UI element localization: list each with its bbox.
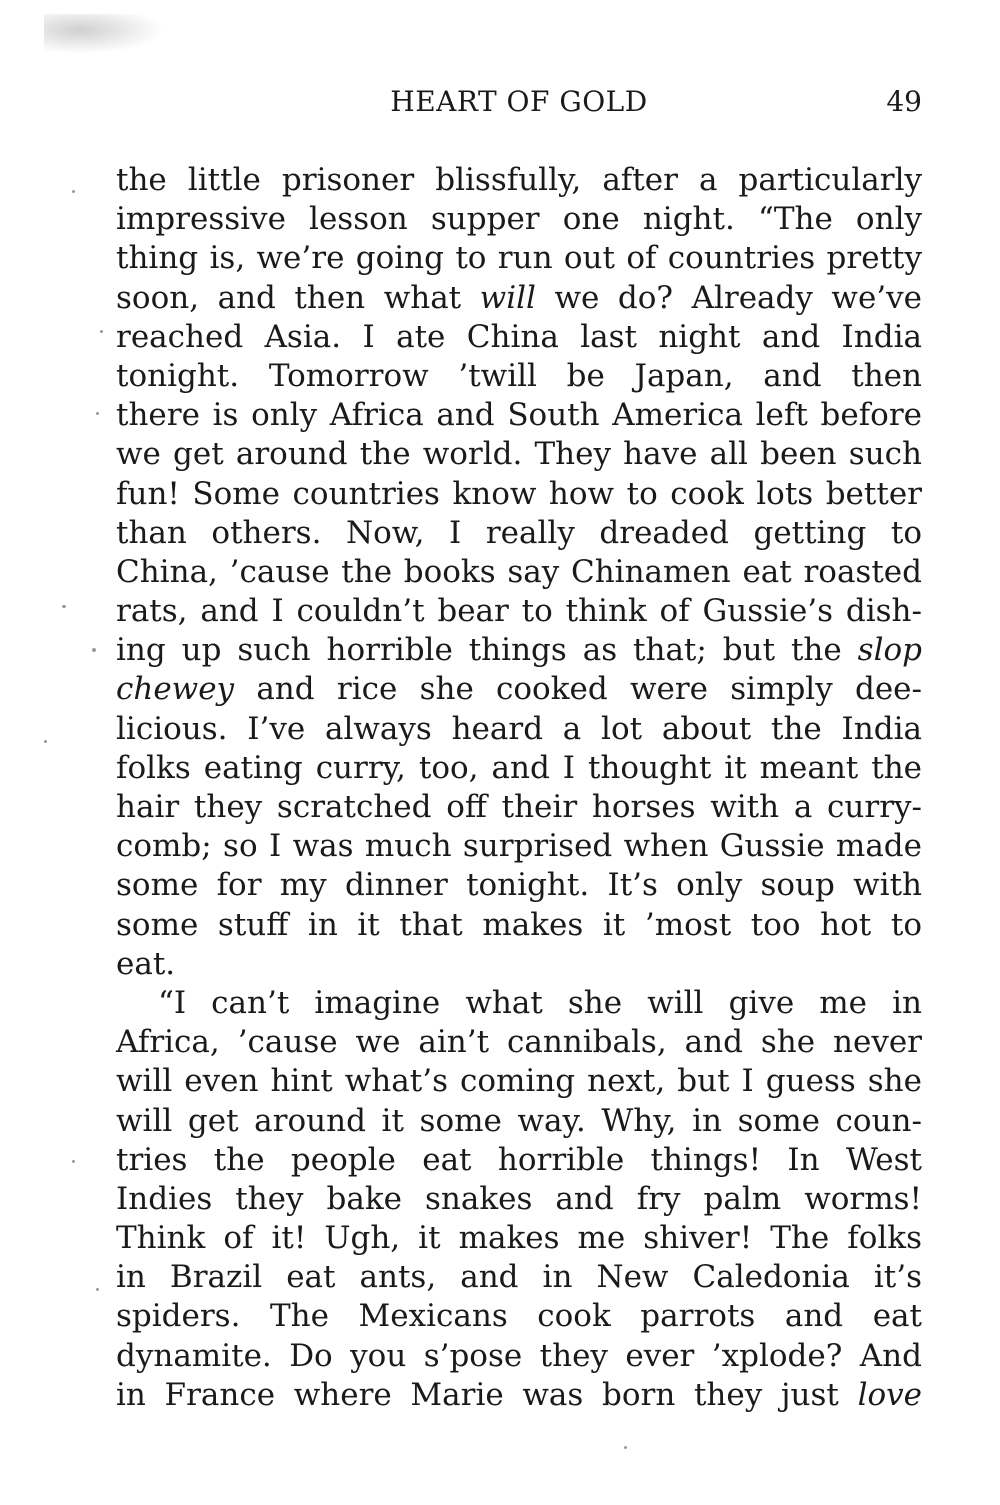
print-speck: [96, 1288, 99, 1291]
text-segment: reached Asia. I ate China last night and India: [116, 318, 922, 355]
text-segment: spiders. The Mexicans cook parrots and eat: [116, 1298, 922, 1335]
text-line: [116, 1141, 922, 1180]
text-segment: will even hint what’s coming next, but I guess she: [116, 1063, 922, 1100]
text-line: [116, 670, 922, 709]
text-segment: Africa, ’cause we ain’t cannibals, and she never: [116, 1024, 922, 1061]
text-segment: eat.: [116, 945, 176, 982]
text-segment: China, ’cause the books say Chinamen eat roasted: [116, 553, 922, 590]
text-segment: some stuff in it that makes it ’most too hot to: [116, 906, 922, 943]
italic-segment: will: [479, 279, 536, 316]
text-line: [116, 631, 922, 670]
body-text: [116, 161, 922, 1415]
italic-segment: love: [857, 1376, 922, 1413]
text-line: [116, 1337, 922, 1376]
text-segment: Think of it! Ugh, it makes me shiver! The folks: [116, 1220, 922, 1257]
page-number: 49: [886, 85, 922, 118]
text-segment: some for my dinner tonight. It’s only soup with: [116, 867, 922, 904]
text-segment: in France where Marie was born they just: [116, 1376, 858, 1413]
page-header: [116, 84, 922, 120]
text-segment: than others. Now, I really dreaded getting to: [116, 514, 922, 551]
text-line: [116, 161, 922, 200]
print-speck: [92, 648, 96, 652]
text-line: [116, 1219, 922, 1258]
text-line: [116, 710, 922, 749]
text-line: [116, 357, 922, 396]
text-line: [116, 239, 922, 278]
text-line: [116, 749, 922, 788]
text-line: [116, 906, 922, 945]
text-segment: fun! Some countries know how to cook lots better: [116, 475, 922, 512]
print-speck: [72, 1160, 75, 1163]
italic-segment: chewey: [116, 671, 235, 708]
text-segment: soon, and then what: [116, 279, 480, 316]
print-speck: [62, 605, 66, 608]
text-line: [116, 279, 922, 318]
text-segment: thing is, we’re going to run out of countries pretty: [116, 240, 922, 277]
text-segment: will get around it some way. Why, in some coun-: [116, 1102, 922, 1139]
text-line: [116, 827, 922, 866]
text-segment: we get around the world. They have all been such: [116, 436, 922, 473]
text-line: [116, 984, 922, 1023]
text-line: [116, 1376, 922, 1415]
text-segment: dynamite. Do you s’pose they ever ’xplode? And: [116, 1337, 922, 1374]
running-title: HEART OF GOLD: [390, 85, 648, 118]
text-line: [116, 200, 922, 239]
italic-segment: slop: [857, 632, 922, 669]
print-speck: [624, 1446, 627, 1449]
text-line: [116, 1023, 922, 1062]
text-line: [116, 866, 922, 905]
text-segment: tries the people eat horrible things! In West: [116, 1141, 922, 1178]
text-line: [116, 1102, 922, 1141]
text-segment: impressive lesson supper one night. “The only: [116, 201, 922, 238]
text-line: [116, 1258, 922, 1297]
text-line: [116, 553, 922, 592]
text-segment: rats, and I couldn’t bear to think of Gussie’s dish-: [116, 593, 922, 630]
print-speck: [72, 190, 75, 193]
text-line: [116, 435, 922, 474]
text-segment: we do? Already we’ve: [535, 279, 923, 316]
text-line: [116, 475, 922, 514]
text-segment: licious. I’ve always heard a lot about the India: [116, 710, 922, 747]
text-line: [116, 396, 922, 435]
text-segment: and rice she cooked were simply dee-: [234, 671, 922, 708]
text-line: [116, 318, 922, 357]
text-line: [116, 788, 922, 827]
print-speck: [96, 412, 99, 415]
print-smudge: [44, 14, 164, 54]
text-line: [116, 592, 922, 631]
text-segment: the little prisoner blissfully, after a particularly: [116, 162, 922, 198]
text-line: [116, 945, 922, 984]
text-segment: hair they scratched off their horses with a curry-: [116, 789, 922, 825]
text-line: [116, 1297, 922, 1336]
text-line: [116, 514, 922, 553]
text-line: [116, 1062, 922, 1101]
text-segment: in Brazil eat ants, and in New Caledonia it’s: [116, 1259, 922, 1296]
text-line: [116, 1180, 922, 1219]
text-segment: there is only Africa and South America left before: [116, 397, 922, 434]
text-segment: folks eating curry, too, and I thought it meant the: [116, 749, 922, 786]
text-segment: tonight. Tomorrow ’twill be Japan, and then: [116, 357, 922, 394]
text-segment: ing up such horrible things as that; but the: [116, 632, 858, 669]
print-speck: [100, 330, 103, 333]
text-segment: Indies they bake snakes and fry palm worms!: [116, 1180, 922, 1217]
text-segment: “I can’t imagine what she will give me in: [158, 984, 922, 1021]
print-speck: [44, 740, 47, 743]
text-segment: comb; so I was much surprised when Gussie made: [116, 828, 922, 865]
